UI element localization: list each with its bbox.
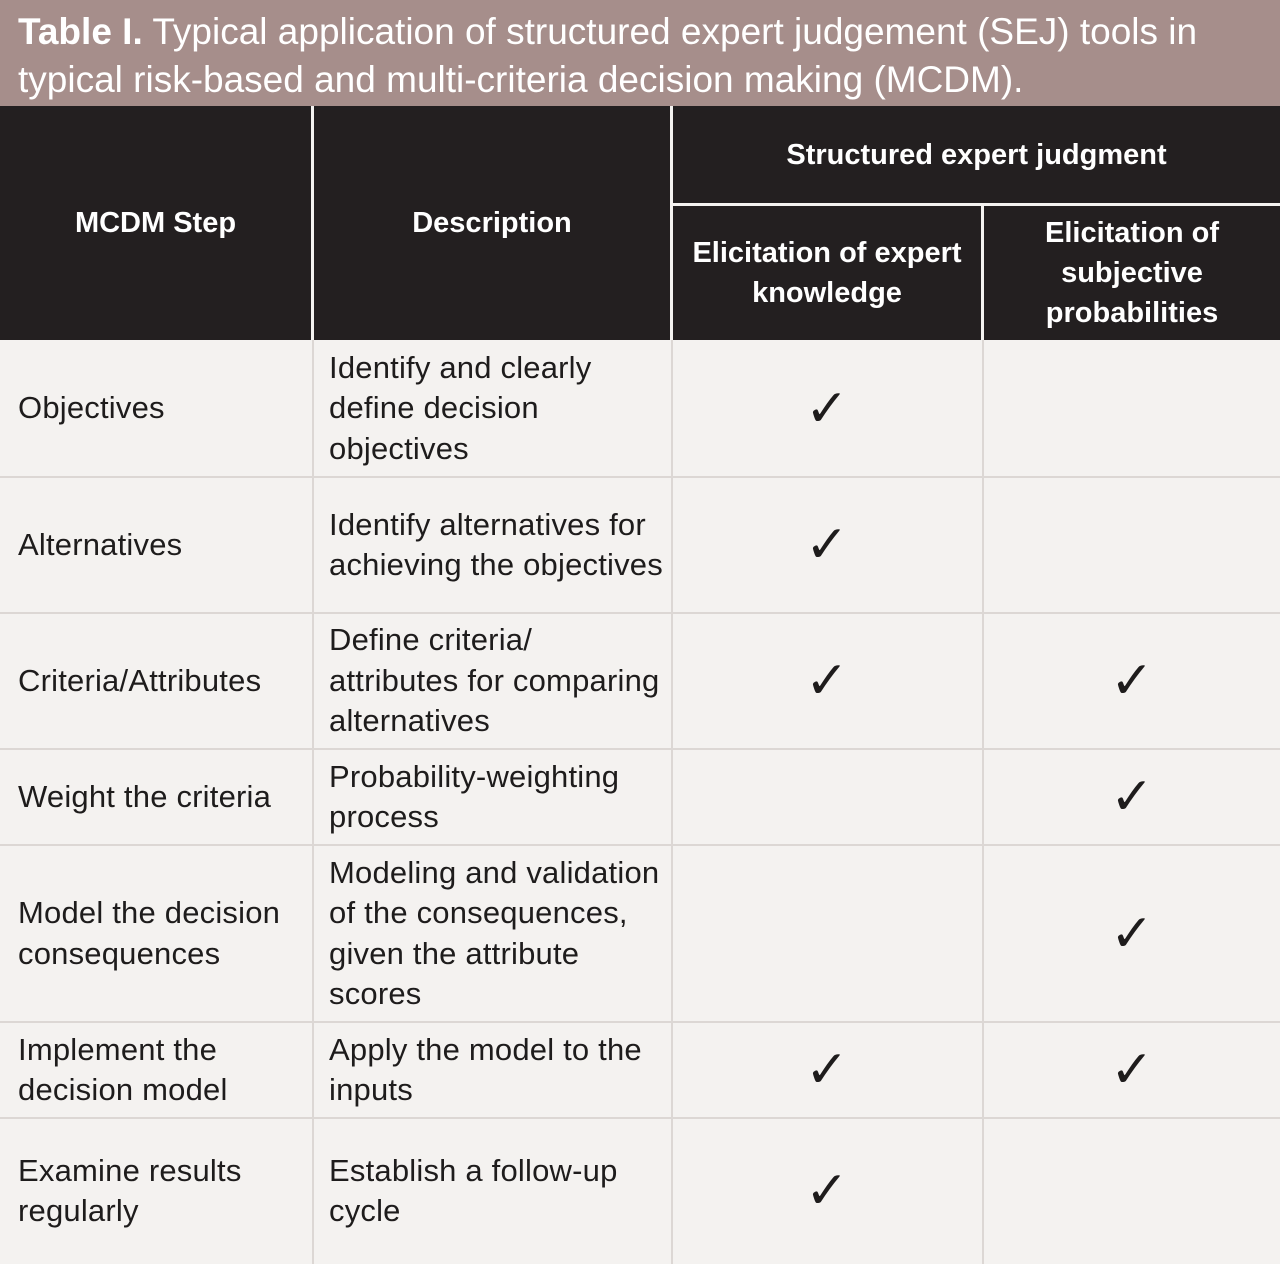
- description-cell: [314, 613, 670, 749]
- row-divider: [0, 612, 1280, 614]
- step-cell: [0, 845, 311, 1022]
- table-caption: [0, 0, 1280, 106]
- description-cell-text: Modeling and validation of the consequences, given the attribute scores: [329, 854, 660, 1011]
- probabilities-cell: [984, 477, 1280, 613]
- description-cell: [314, 1118, 670, 1264]
- step-cell: [0, 613, 311, 749]
- description-cell-text: Identify alternatives for achieving the objectives: [329, 506, 663, 582]
- probabilities-cell: [984, 1118, 1280, 1264]
- knowledge-cell: [673, 1118, 981, 1264]
- description-cell-text: Establish a follow-up cycle: [329, 1152, 618, 1228]
- description-cell-text: Apply the model to the inputs: [329, 1031, 642, 1107]
- header-elicitation-subjective-probabilities: Elicitation of subjective probabilities: [984, 206, 1280, 340]
- probabilities-cell: [984, 1022, 1280, 1118]
- header-mcdm-step: MCDM Step: [0, 106, 311, 340]
- row-divider: [0, 1021, 1280, 1023]
- step-cell-text: Objectives: [18, 390, 165, 426]
- check-icon: ✓: [1110, 903, 1154, 964]
- check-icon: ✓: [805, 1040, 849, 1100]
- step-cell: [0, 749, 311, 845]
- knowledge-cell: [673, 845, 981, 1022]
- step-cell: [0, 1022, 311, 1118]
- knowledge-cell: [673, 477, 981, 613]
- row-divider: [0, 476, 1280, 478]
- step-cell-text: Alternatives: [18, 526, 183, 562]
- header-description: Description: [314, 106, 670, 340]
- knowledge-cell: [673, 749, 981, 845]
- probabilities-cell: [984, 749, 1280, 845]
- description-cell-text: Identify and clearly define decision objectives: [329, 349, 592, 466]
- step-cell: [0, 477, 311, 613]
- description-cell: [314, 1022, 670, 1118]
- step-cell-text: Implement the decision model: [18, 1031, 228, 1107]
- check-icon: ✓: [805, 1161, 849, 1221]
- column-divider: [982, 340, 984, 1264]
- column-divider: [671, 340, 673, 1264]
- description-cell: [314, 477, 670, 613]
- knowledge-cell: [673, 613, 981, 749]
- description-cell-text: Probability-weighting process: [329, 758, 620, 834]
- row-divider: [0, 748, 1280, 750]
- step-cell-text: Weight the criteria: [18, 778, 272, 814]
- check-icon: ✓: [805, 651, 849, 711]
- probabilities-cell: [984, 340, 1280, 477]
- step-cell-text: Criteria/Attributes: [18, 662, 262, 698]
- probabilities-cell: [984, 845, 1280, 1022]
- description-cell: [314, 340, 670, 477]
- description-cell: [314, 749, 670, 845]
- probabilities-cell: [984, 613, 1280, 749]
- column-divider: [312, 340, 314, 1264]
- description-cell: [314, 845, 670, 1022]
- row-divider: [0, 844, 1280, 846]
- header-elicitation-expert-knowledge: Elicitation of expert knowledge: [673, 206, 981, 340]
- step-cell: [0, 1118, 311, 1264]
- knowledge-cell: [673, 1022, 981, 1118]
- check-icon: ✓: [805, 515, 849, 575]
- step-cell: [0, 340, 311, 477]
- check-icon: ✓: [805, 378, 849, 439]
- knowledge-cell: [673, 340, 981, 477]
- step-cell-text: Model the decision consequences: [18, 895, 281, 971]
- step-cell-text: Examine results regularly: [18, 1152, 242, 1228]
- row-divider: [0, 1117, 1280, 1119]
- caption-label: Table I.: [18, 11, 143, 52]
- check-icon: ✓: [1110, 767, 1154, 827]
- caption-text: Typical application of structured expert judgement (SEJ) tools in typical risk-based and multi-criteria decision making (MCDM).: [18, 11, 1198, 100]
- description-cell-text: Define criteria/ attributes for comparing alternatives: [329, 622, 660, 739]
- header-structured-expert-judgment: Structured expert judgment: [673, 106, 1280, 203]
- check-icon: ✓: [1110, 651, 1154, 711]
- check-icon: ✓: [1110, 1040, 1154, 1100]
